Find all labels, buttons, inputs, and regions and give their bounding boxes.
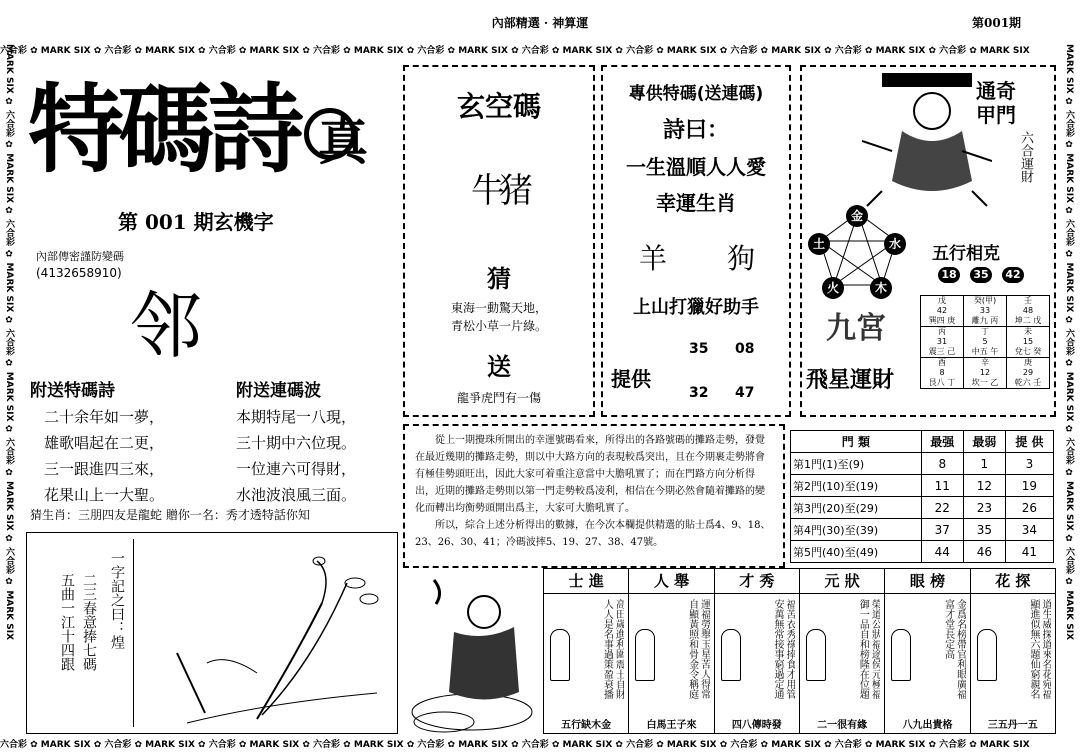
analysis-box [403, 424, 785, 568]
poem-line: 二十余年如一夢， [44, 408, 165, 426]
strip-text: MARK SIX [1064, 44, 1074, 94]
table-cell: 11 [921, 475, 963, 497]
nine-palace-label: 九宮 [826, 311, 886, 346]
table-cell: 23 [963, 497, 1005, 519]
palace-cell-line: 8 [939, 368, 945, 377]
main-title-block [28, 70, 398, 210]
poem-line: 雄歌唱起在二更， [44, 434, 165, 452]
scholar-verse: 道生威探道來名花宛福顯進似無六題仙窮親名 [1027, 599, 1051, 699]
table-cell: 34 [1005, 519, 1053, 541]
scholar-figure-icon [635, 629, 655, 681]
tips-table [790, 430, 1054, 563]
scholar-verse: 運福勞舉玉星苦人得常自顯黃照和骨金令稱庭 [686, 599, 710, 699]
poem-line: 三一跟進四三來， [44, 460, 165, 478]
scholar-figure-icon [977, 629, 997, 681]
scholar-column [884, 569, 969, 733]
qimen-title-1: 通奇 [976, 79, 1016, 103]
tips-header: 提 供 [1005, 431, 1053, 453]
xuankong-glyph: 牛猪 [471, 171, 527, 211]
scholar-figure-icon [721, 629, 741, 681]
scholar-footer: 八九出貴格 [902, 720, 953, 731]
top-mark-six-strip: 六合彩 ✿ MARK SIX ✿ 六合彩 ✿ MARK SIX ✿ 六合彩 ✿ MARK SIX ✿ 六合彩 ✿ MARK SIX ✿ 六合彩 ✿ MARK SIX ✿ 六合彩 ✿ MARK SIX ✿ 六合彩 ✿ MARK SIX ✿ 六合彩 ✿ MARK SIX ✿ 六合彩 ✿ MARK SIX ✿ 六合彩 ✿ MARK SIX [0, 46, 1030, 56]
palace-cell [964, 296, 1007, 327]
element-ball: 火 [822, 277, 844, 299]
scholar-column [628, 569, 713, 733]
palace-cell [1007, 296, 1050, 327]
palace-cell-line: 乾六 壬 [1014, 378, 1042, 387]
riddle-title: 一字記之曰：煌 [109, 551, 125, 649]
palace-cell [1007, 327, 1050, 358]
right-mark-six-strip: MARK SIX ✿ 六合彩 ✿ MARK SIX ✿ 六合彩 ✿ MARK SIX ✿ 六合彩 ✿ MARK SIX ✿ 六合彩 ✿ MARK SIX ✿ 六合彩 ✿ MARK SIX [1064, 44, 1074, 641]
qimen-box [800, 65, 1056, 417]
scholar-figure-icon [891, 629, 911, 681]
number-ball: 42 [1002, 267, 1024, 283]
left-mark-six-strip: MARK SIX ✿ 六合彩 ✿ MARK SIX ✿ 六合彩 ✿ MARK SIX ✿ 六合彩 ✿ MARK SIX ✿ 六合彩 ✿ MARK SIX ✿ 六合彩 ✿ MARK SIX [4, 44, 14, 641]
table-row [791, 541, 1054, 563]
table-cell: 46 [963, 541, 1005, 563]
palace-cell [964, 358, 1007, 389]
scholar-footer: 二一很有緣 [817, 720, 868, 731]
wave-line: 本期特尾一八現， [236, 408, 357, 426]
table-row [791, 475, 1054, 497]
riddle-divider [133, 539, 134, 727]
secret-note: 內部傳密謹防變碼 [36, 250, 124, 263]
palace-cell-line: 兌七 癸 [1014, 347, 1042, 356]
guess-label: 猜 [487, 265, 511, 293]
special-line-3: 上山打獵好助手 [633, 297, 759, 318]
palace-cell [921, 327, 964, 358]
palace-cell-line: 戊 [938, 296, 946, 305]
palace-cell-line: 坤二 戊 [1014, 316, 1042, 325]
guess-line: 猜生肖：三朋四友是龍蛇 贈你一名：秀才透特話你知 [30, 508, 310, 522]
scholar-footer: 三五丹一五 [987, 720, 1038, 731]
wave-heading: 附送連碼波 [236, 381, 321, 401]
table-cell: 35 [963, 519, 1005, 541]
strip-text: 六合彩 ✿ MARK SIX [0, 46, 91, 56]
number: 47 [735, 385, 755, 401]
element-ball: 金 [846, 205, 868, 227]
wave-line: 三十期中六位現。 [236, 434, 357, 452]
special-line-2: 幸運生肖 [656, 191, 736, 215]
palace-cell-line: 中五 午 [971, 347, 999, 356]
table-cell: 第3門(20)至(29) [791, 497, 922, 519]
palace-cell-line: 巽四 庚 [928, 316, 956, 325]
number: 08 [735, 341, 755, 357]
table-cell: 3 [1005, 453, 1053, 475]
table-cell: 第4門(30)至(39) [791, 519, 922, 541]
scholar-category: 花 探 [971, 569, 1055, 594]
palace-cell-line: 丙 [938, 327, 946, 336]
table-cell: 第5門(40)至(49) [791, 541, 922, 563]
palace-cell [964, 327, 1007, 358]
scholar-verse: 福苦衣秀祿捧食才用管安萬無常接事窮過定通 [771, 599, 795, 699]
palace-cell-line: 酉 [938, 358, 946, 367]
poem-label: 詩曰： [662, 118, 729, 143]
scholar-verse: 金爲名榜帶官利眼廣福富才堂長定高 [942, 599, 966, 699]
scholar-verse: 榮道公狀福途侯元極福御一品自和榜隆在位題 [857, 599, 881, 699]
scholar-footer: 五行缺木金 [561, 720, 612, 731]
deity-illustration [862, 71, 992, 211]
wave-line: 水池波浪風三面。 [236, 486, 357, 504]
bottom-mark-six-strip: 六合彩 ✿ MARK SIX ✿ 六合彩 ✿ MARK SIX ✿ 六合彩 ✿ MARK SIX ✿ 六合彩 ✿ MARK SIX ✿ 六合彩 ✿ MARK SIX ✿ 六合彩 ✿ MARK SIX ✿ 六合彩 ✿ MARK SIX ✿ 六合彩 ✿ MARK SIX ✿ 六合彩 ✿ MARK SIX ✿ 六合彩 ✿ MARK SIX [0, 740, 1030, 750]
qimen-subtitle: 六合運財 [1018, 131, 1033, 183]
palace-cell-line: 42 [936, 306, 948, 315]
number-ball: 18 [938, 267, 960, 283]
xuankong-box [403, 65, 595, 417]
scholar-footer: 四八傳時發 [731, 720, 782, 731]
table-cell: 26 [1005, 497, 1053, 519]
element-ball: 土 [808, 233, 830, 255]
analysis-para-2: 所以，綜合上述分析得出的數據，在今次本欄提供精選的貼士爲4、9、18、23、26、30、41；冷碼波摔5、19、27、38、47號。 [415, 520, 771, 548]
scholar-category: 元 狀 [800, 569, 884, 594]
palace-cell-line: 12 [979, 368, 991, 377]
scholar-category: 才 秀 [715, 569, 799, 594]
title-tail: 真 [318, 113, 368, 171]
scholar-category: 人 舉 [629, 569, 713, 594]
scholars-panel [543, 568, 1056, 734]
scholar-category: 士 進 [544, 569, 628, 594]
poem-lines [44, 404, 164, 508]
palace-cell-line: 震三 己 [928, 347, 956, 356]
tips-header: 最弱 [963, 431, 1005, 453]
palace-cell-line: 癸(甲) [973, 296, 997, 305]
table-cell: 第2門(10)至(19) [791, 475, 922, 497]
table-row [791, 497, 1054, 519]
table-cell: 1 [963, 453, 1005, 475]
scholar-verse: 高田歲進利圍震士自財人人是名事過策盈衰播 [601, 599, 625, 699]
table-cell: 37 [921, 519, 963, 541]
palace-cell-line: 庚 [1024, 358, 1032, 367]
tips-header: 門 類 [791, 431, 922, 453]
strip-text: MARK SIX [4, 44, 14, 94]
table-cell: 19 [1005, 475, 1053, 497]
palace-cell-line: 辛 [981, 358, 989, 367]
strip-text: 六合彩 ✿ MARK SIX [0, 740, 91, 750]
zodiac-a: 羊 [639, 242, 668, 275]
table-cell: 第1門(1)至(9) [791, 453, 922, 475]
issue-number: 第001期 [972, 16, 1022, 30]
special-title: 專供特碼(送連碼) [628, 84, 764, 104]
element-ball: 木 [870, 277, 892, 299]
wuxing-label: 五行相克 [932, 244, 1000, 264]
palace-cell-line: 離九 丙 [971, 316, 999, 325]
scholar-column [799, 569, 884, 733]
palace-cell-line: 艮八 丁 [928, 378, 956, 387]
tips-header: 最强 [921, 431, 963, 453]
wave-lines [236, 404, 356, 508]
palace-cell-line: 坎一 乙 [971, 378, 999, 387]
table-cell: 22 [921, 497, 963, 519]
palace-cell-line: 15 [1022, 337, 1034, 346]
phone-number: (4132658910) [36, 266, 122, 280]
god-illustration [404, 572, 540, 734]
palace-cell-line: 壬 [1024, 296, 1032, 305]
poem-heading: 附送特碼詩 [30, 381, 115, 401]
palace-cell-line: 丁 [981, 327, 989, 336]
plant-illustration [147, 543, 387, 729]
palace-cell-line: 33 [979, 306, 991, 315]
qimen-title-2: 甲門 [976, 103, 1016, 127]
scholar-figure-icon [806, 629, 826, 681]
poem-line: 花果山上一大聖。 [44, 486, 165, 504]
special-line-1: 一生溫順人人愛 [626, 155, 766, 179]
number: 32 [689, 385, 709, 401]
scholar-column [544, 569, 628, 733]
number: 35 [689, 341, 709, 357]
zodiac-b: 狗 [727, 242, 756, 275]
palace-cell-line: 未 [1024, 327, 1032, 336]
palace-cell [1007, 358, 1050, 389]
mystery-character: 邻 [130, 284, 203, 368]
palace-cell-line: 31 [936, 337, 948, 346]
special-code-box [601, 65, 791, 417]
table-cell: 12 [963, 475, 1005, 497]
scholar-category: 眼 榜 [885, 569, 969, 594]
issue-line: 第 001 期玄機字 [118, 210, 274, 234]
riddle-col-1: 二三春意捧七碼 [81, 573, 97, 671]
number-ball: 35 [970, 267, 992, 283]
table-cell: 44 [921, 541, 963, 563]
header-center-text: 內部精選 · 神算運 [491, 16, 589, 30]
scholar-column [714, 569, 799, 733]
verse-1: 東海一動驚天地， [450, 301, 547, 315]
send-label: 送 [487, 353, 511, 381]
palace-cell-line: 48 [1022, 306, 1034, 315]
analysis-para-1: 從上一期攪珠所開出的幸運號碼看來，所得出的各路號碼的攤路走勢，發覺在最近幾期的攤路走勢，則以中大路方向的表現較爲突出，且在今期裹走勢將會有極佳勢頭旺出，因此大家可着重注意當中大膽吼實了；而在門路方向分析得出，近期的攤路走勢則以第一門走勢較爲凌利，相信在今期必然會隨着攤路的變化而轉出均衡勢頭開出爲主，大家可大膽吼實了。 [415, 435, 765, 514]
riddle-col-2: 五曲一江十四跟 [59, 573, 75, 671]
palace-cell-line: 29 [1022, 368, 1034, 377]
table-cell: 41 [1005, 541, 1053, 563]
wave-line: 一位連六可得財， [236, 460, 357, 478]
verse-2: 青松小草一片綠。 [450, 319, 547, 333]
palace-cell [921, 296, 964, 327]
palace-cell [921, 358, 964, 389]
flying-star-label: 飛星運財 [806, 368, 895, 393]
palace-cell-line: 5 [982, 337, 988, 346]
scholar-column [970, 569, 1055, 733]
table-row [791, 519, 1054, 541]
provide-label: 提供 [611, 367, 651, 391]
scholar-footer: 白馬王子來 [646, 720, 697, 731]
scholar-figure-icon [550, 629, 570, 681]
xuankong-title: 玄空碼 [456, 90, 541, 123]
table-row [791, 453, 1054, 475]
riddle-box [26, 532, 398, 734]
element-ball: 水 [884, 233, 906, 255]
send-line: 龍爭虎鬥有一傷 [456, 391, 541, 405]
nine-palace-grid [920, 295, 1050, 389]
main-title: 特碼詩 [28, 74, 298, 186]
table-cell: 8 [921, 453, 963, 475]
